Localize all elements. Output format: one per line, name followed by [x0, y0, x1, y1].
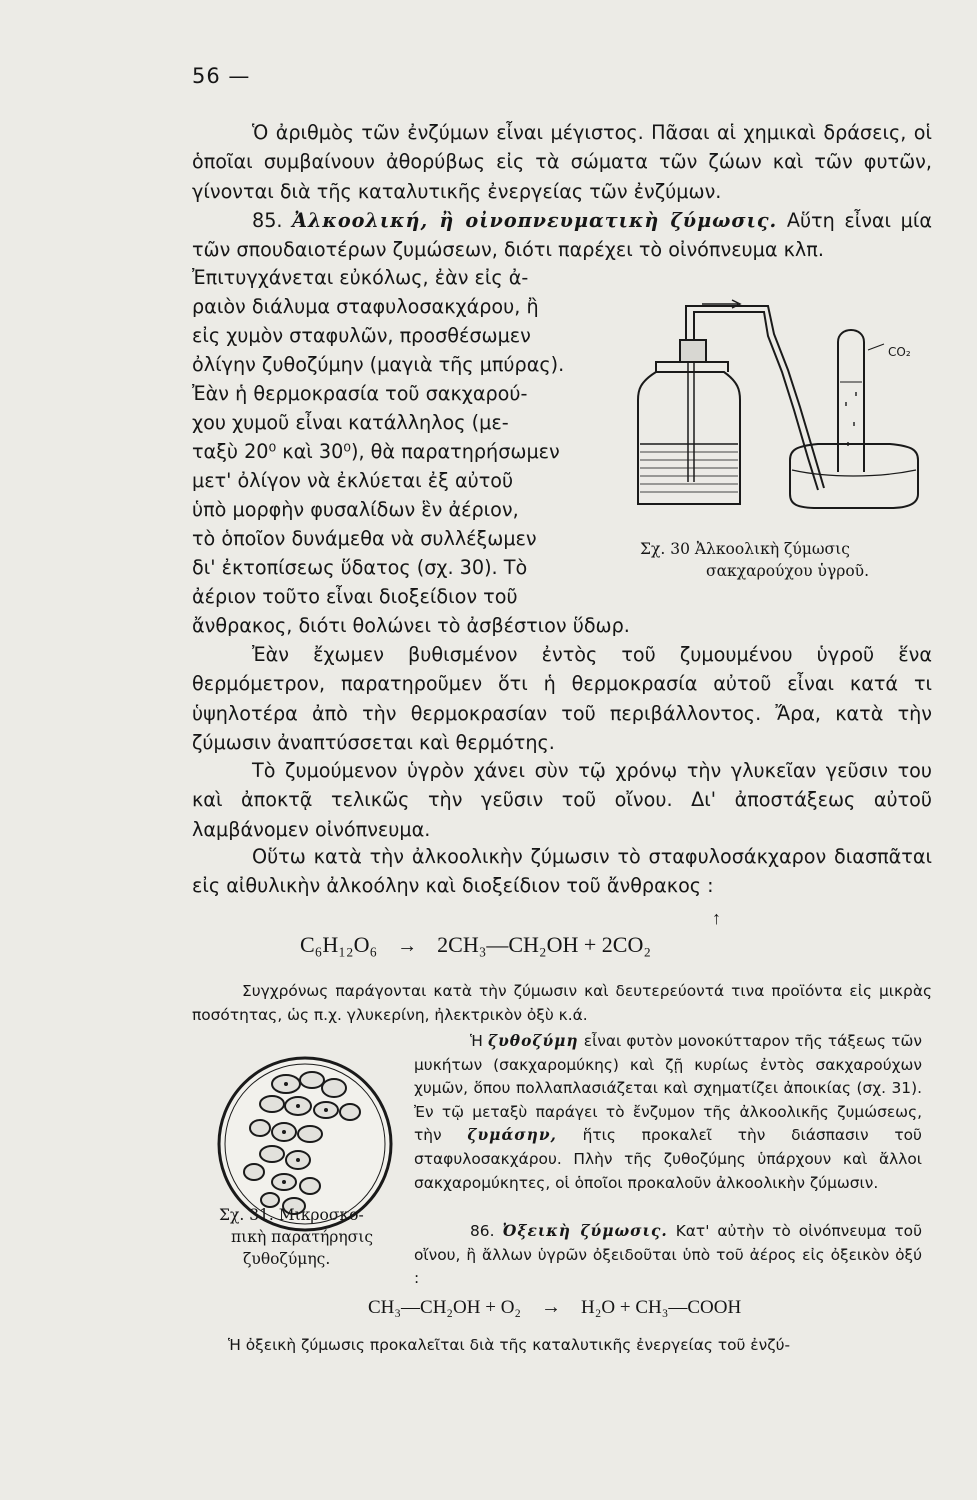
wrap-line: δι' ἐκτοπίσεως ὕδατος (σχ. 30). Τὸ: [192, 556, 528, 579]
yeast-intro: Ἡ: [470, 1032, 483, 1050]
wrap-line: ἀέριον τοῦτο εἶναι διοξείδιον τοῦ: [192, 585, 518, 608]
paragraph-thermometer-text: Ἐὰν ἔχωμεν βυθισμένον ἐντὸς τοῦ ζυμουμένου ὑγροῦ ἕνα θερμόμετρον, παρατηροῦμεν ὅτι ἡ θερμοκρασία αὐτοῦ εἶναι κατά τι ὑψηλοτέρα ἀπὸ τὴν θερμοκρασίαν τοῦ περιβάλλοντος. Ἄρα, κατὰ τὴν ζύμωσιν ἀναπτύσσεται καὶ θερμότης.: [192, 643, 932, 755]
formula-alcoholic: [300, 932, 651, 958]
wrap-line: ραιὸν διάλυμα σταφυλοσακχάρου, ἢ: [192, 295, 539, 318]
wrap-line: τὸ ὁποῖον δυνάμεθα νὰ συλλέξωμεν: [192, 527, 537, 550]
figure-30-caption-line1: Σχ. 30 Ἀλκοολικὴ ζύμωσις: [640, 540, 850, 558]
section-85-text: Αὕτη εἶναι μία τῶν σπουδαιοτέρων ζυμώσεων, διότι παρέχει τὸ οἰνόπνευμα κλπ.: [192, 209, 932, 262]
paragraph-thermometer: [192, 640, 932, 758]
yeast-enzyme: ζυμάσην,: [467, 1126, 557, 1145]
wrap-line: μετ' ὀλίγον νὰ ἐκλύεται ἐξ αὐτοῦ: [192, 469, 514, 492]
yeast-text-2: ἥτις προκαλεῖ τὴν διάσπασιν τοῦ σταφυλοσακχάρου. Πλὴν τῆς ζυθοζύμης ὑπάρχουν καὶ ἄλλοι σακχαρομύκητες, οἱ ὁποῖοι προκαλοῦν ἀλκοολικὴν ζύμωσιν.: [414, 1126, 922, 1192]
figure-31-caption-line: Σχ. 31. Μικροσκο-: [219, 1206, 364, 1224]
yeast-term: ζυθοζύμη: [488, 1032, 579, 1050]
paragraph-secondary-text: Συγχρόνως παράγονται κατὰ τὴν ζύμωσιν καὶ δευτερεύοντά τινα προϊόντα εἰς μικρὰς ποσότητας, ὡς π.χ. γλυκερίνη, ἠλεκτρικὸν ὀξὺ κ.ά.: [192, 982, 932, 1024]
section-85: [192, 206, 932, 265]
paragraph-enzymes: [192, 118, 932, 206]
figure-31-caption-line: ζυθοζύμης.: [243, 1250, 331, 1268]
last-line: Ἡ ὀξεικὴ ζύμωσις προκαλεῖται διὰ τῆς καταλυτικῆς ἐνεργείας τοῦ ἐνζύ-: [228, 1336, 791, 1354]
wrap-line: χου χυμοῦ εἶναι κατάλληλος (με-: [192, 411, 509, 434]
wrap-line: ὀλίγην ζυθοζύμην (μαγιὰ τῆς μπύρας).: [192, 353, 565, 376]
wrap-line: ταξὺ 20⁰ καὶ 30⁰), θὰ παρατηρήσωμεν: [192, 440, 560, 463]
reaction-arrow: →: [541, 1296, 562, 1318]
paragraph-secondary: [192, 980, 932, 1027]
paragraph-split-text: Οὕτω κατὰ τὴν ἀλκοολικὴν ζύμωσιν τὸ σταφυλοσάκχαρον διασπᾶται εἰς αἰθυλικὴν ἀλκοόλην καὶ διοξείδιον τοῦ ἄνθρακος :: [192, 845, 932, 898]
paragraph-taste-text: Τὸ ζυμούμενον ὑγρὸν χάνει σὺν τῷ χρόνῳ τὴν γλυκεῖαν γεῦσιν του καὶ ἀποκτᾷ τελικῶς τὴν γεῦσιν τοῦ οἴνου. Δι' ἀποστάξεως αὐτοῦ λαμβάνομεν οἰνόπνευμα.: [192, 759, 932, 841]
paragraph-enzymes-text: Ὁ ἀριθμὸς τῶν ἐνζύμων εἶναι μέγιστος. Πᾶσαι αἱ χημικαὶ δράσεις, οἱ ὁποῖαι συμβαίνουν ἀθορύβως εἰς τὰ σώματα τῶν ζώων καὶ τῶν φυτῶν, γίνονται διὰ τῆς καταλυτικῆς ἐνεργείας τῶν ἐνζύμων.: [192, 121, 932, 203]
yeast-text-1: εἶναι φυτὸν μονοκύτταρον τῆς τάξεως τῶν μυκήτων (σακχαρομύκης) καὶ ζῇ κυρίως ἐντὸς σακχαρούχων χυμῶν, ὅπου πολλαπλασιάζεται καὶ σχηματίζει ἀποικίας (σχ. 31). Ἐν τῷ μεταξὺ παράγει τὸ ἔνζυμον τῆς ἀλκοολικῆς ζυμώσεως, τὴν: [414, 1032, 922, 1145]
section-86-title: Ὀξεικὴ ζύμωσις.: [502, 1222, 668, 1240]
figure-30-caption-line2: σακχαρούχου ὑγροῦ.: [706, 562, 870, 580]
after-wrap-line: ἄνθρακος, διότι θολώνει τὸ ἀσβέστιον ὕδωρ.: [192, 614, 630, 637]
figure-30-apparatus: [628, 282, 928, 522]
co2-label: CO₂: [888, 345, 911, 359]
formula-glucose: C₆H₁₂O₆: [300, 932, 378, 957]
page-number: 56 —: [192, 64, 251, 88]
paragraph-taste: [192, 756, 932, 844]
formula-acetic: [368, 1296, 741, 1319]
gas-up-arrow: ↑: [712, 908, 721, 928]
paragraph-split: [192, 842, 932, 901]
section-86-number: 86.: [470, 1222, 495, 1240]
formula-products: 2CH₃—CH₂OH + 2CO₂: [437, 932, 652, 957]
reaction-arrow: →: [397, 935, 418, 957]
wrap-line: εἰς χυμὸν σταφυλῶν, προσθέσωμεν: [192, 324, 531, 347]
section-85-number: 85.: [252, 209, 283, 232]
section-85-title: Ἀλκοολική, ἢ οἰνοπνευματικὴ ζύμωσις.: [292, 209, 778, 232]
figure-31-caption-line: πικὴ παρατήρησις: [231, 1228, 373, 1246]
paragraph-yeast: [414, 1030, 922, 1195]
wrap-line: Ἐὰν ἡ θερμοκρασία τοῦ σακχαρού-: [192, 382, 528, 405]
wrap-line: Ἐπιτυγχάνεται εὐκόλως, ἐὰν εἰς ἀ-: [192, 266, 529, 289]
wrap-line: ὑπὸ μορφὴν φυσαλίδων ἓν ἀέριον,: [192, 498, 519, 521]
section-86-text: Κατ' αὐτὴν τὸ οἰνόπνευμα τοῦ οἴνου, ἢ ἄλλων ὑγρῶν ὀξειδοῦται ὑπὸ τοῦ ἀέρος εἰς ὀξεικὸν ὀξύ :: [414, 1222, 922, 1288]
section-86: [414, 1220, 922, 1291]
figure-31-caption: [219, 1204, 389, 1270]
formula-ethanol: CH₃—CH₂OH + O₂: [368, 1297, 522, 1318]
formula-acetic-products: H₂O + CH₃—COOH: [581, 1297, 742, 1318]
